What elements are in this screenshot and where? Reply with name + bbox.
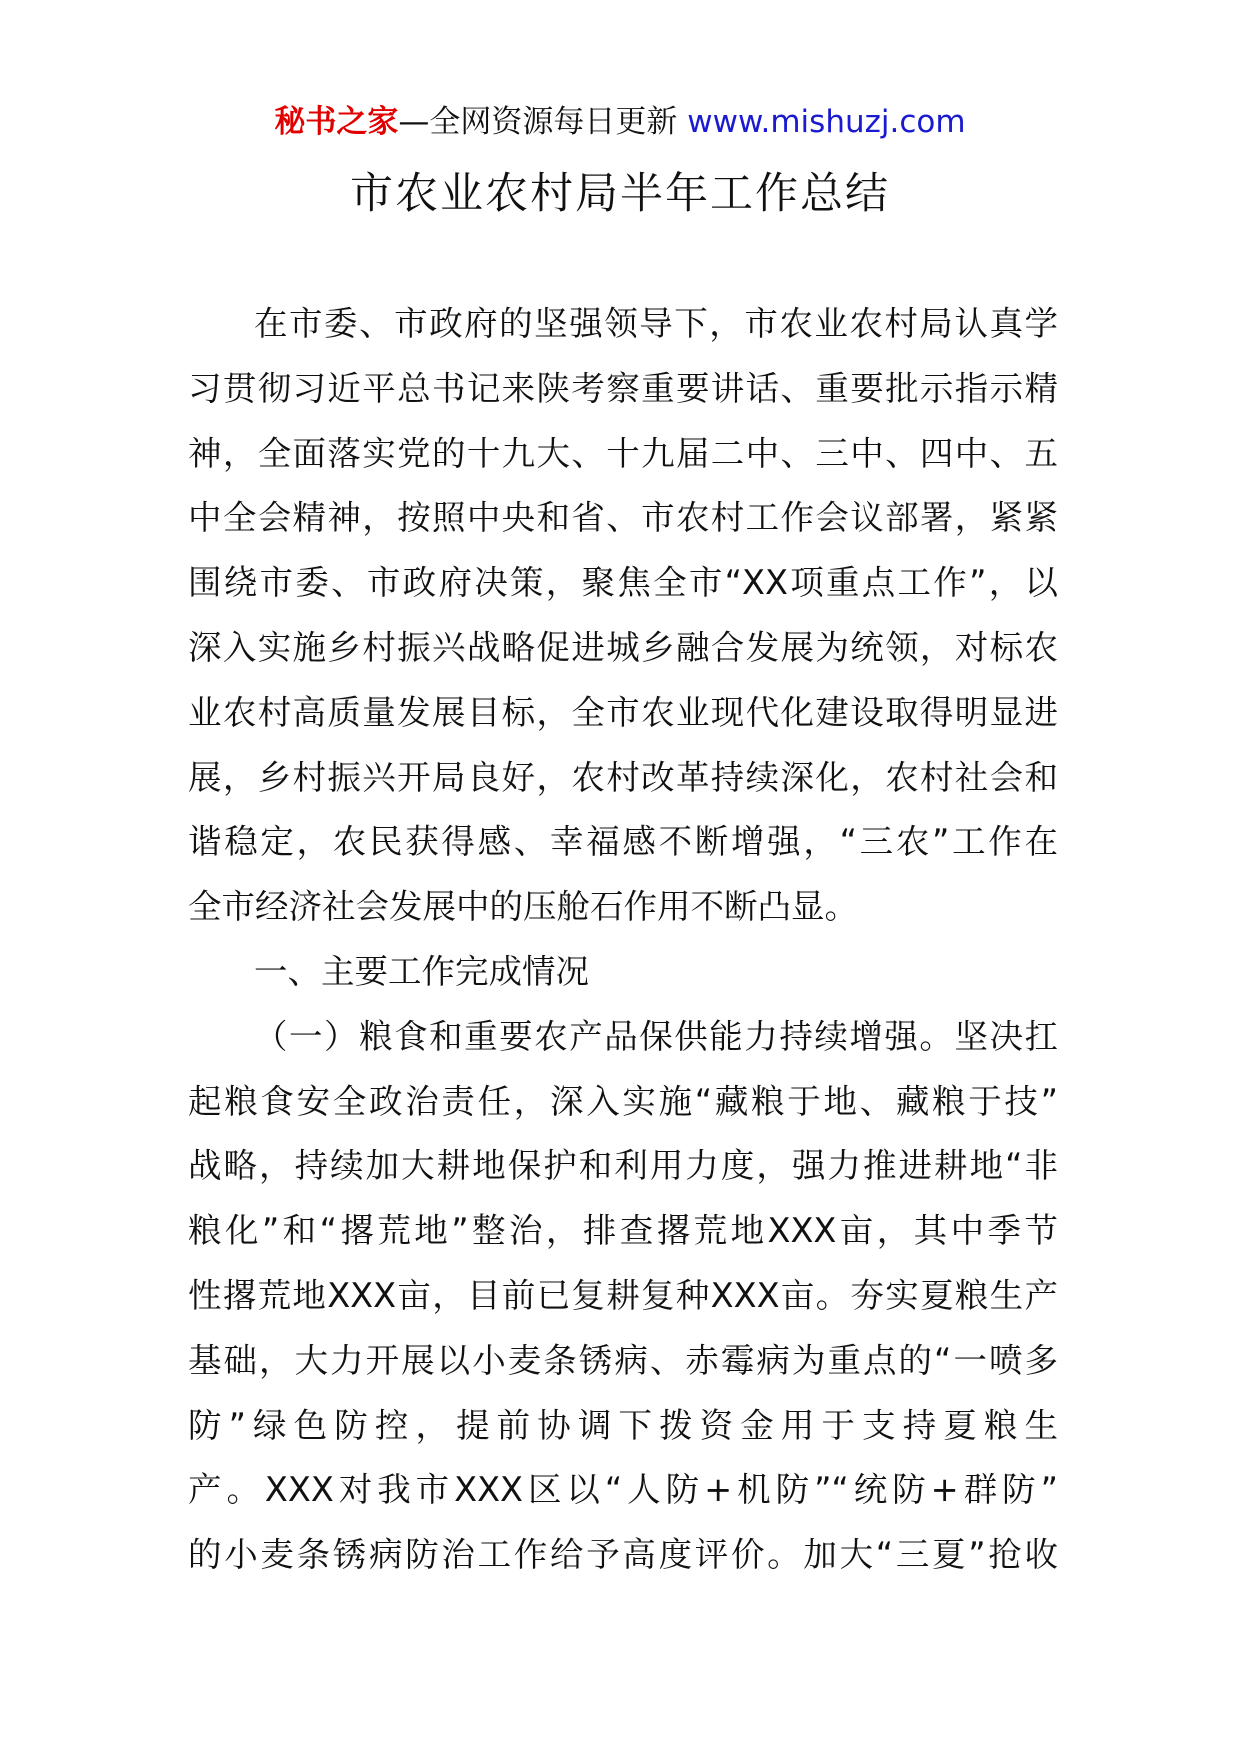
body-line: （一）粮食和重要农产品保供能力持续增强。坚决扛 [254, 1016, 1058, 1056]
document-title: 市农业农村局半年工作总结 [350, 169, 890, 219]
body-line: 深入实施乡村振兴战略促进城乡融合发展为统领，对标农 [188, 627, 1058, 667]
section-heading: 一、主要工作完成情况 [254, 951, 589, 991]
body-line: 战略，持续加大耕地保护和利用力度，强力推进耕地“非 [188, 1146, 1058, 1186]
body-line: 起粮食安全政治责任，深入实施“藏粮于地、藏粮于技” [188, 1081, 1058, 1121]
document-body [188, 292, 1058, 1588]
body-line: 在市委、市政府的坚强领导下，市农业农村局认真学 [254, 304, 1058, 343]
body-line: 中全会精神，按照中央和省、市农村工作会议部署，紧紧 [188, 498, 1058, 538]
body-line: 基础，大力开展以小麦条锈病、赤霉病为重点的“一喷多 [188, 1340, 1058, 1380]
body-line: 产。XXX对我市XXX区以“人防+机防”“统防+群防” [188, 1470, 1058, 1510]
body-line: 业农村高质量发展目标，全市农业现代化建设取得明显进 [188, 692, 1058, 732]
body-line: 谐稳定，农民获得感、幸福感不断增强，“三农”工作在 [188, 822, 1058, 862]
body-line: 围绕市委、市政府决策，聚焦全市“XX项重点工作”，以 [188, 563, 1058, 603]
site-header [0, 100, 1240, 144]
site-tagline: —全网资源每日更新 [398, 104, 678, 140]
site-url-link[interactable]: www.mishuzj.com [687, 104, 966, 140]
body-line: 性撂荒地XXX亩，目前已复耕复种XXX亩。夯实夏粮生产 [188, 1275, 1058, 1315]
body-line: 粮化”和“撂荒地”整治，排查撂荒地XXX亩，其中季节 [188, 1211, 1058, 1251]
body-line: 全市经济社会发展中的压舱石作用不断凸显。 [188, 887, 858, 927]
body-line: 习贯彻习近平总书记来陕考察重要讲话、重要批示指示精 [188, 368, 1058, 408]
site-brand: 秘书之家 [274, 104, 399, 140]
body-line: 的小麦条锈病防治工作给予高度评价。加大“三夏”抢收 [188, 1535, 1058, 1575]
body-line: 展，乡村振兴开局良好，农村改革持续深化，农村社会和 [188, 757, 1058, 797]
body-line: 神，全面落实党的十九大、十九届二中、三中、四中、五 [188, 433, 1058, 473]
body-line: 防”绿色防控，提前协调下拨资金用于支持夏粮生 [188, 1405, 1058, 1445]
